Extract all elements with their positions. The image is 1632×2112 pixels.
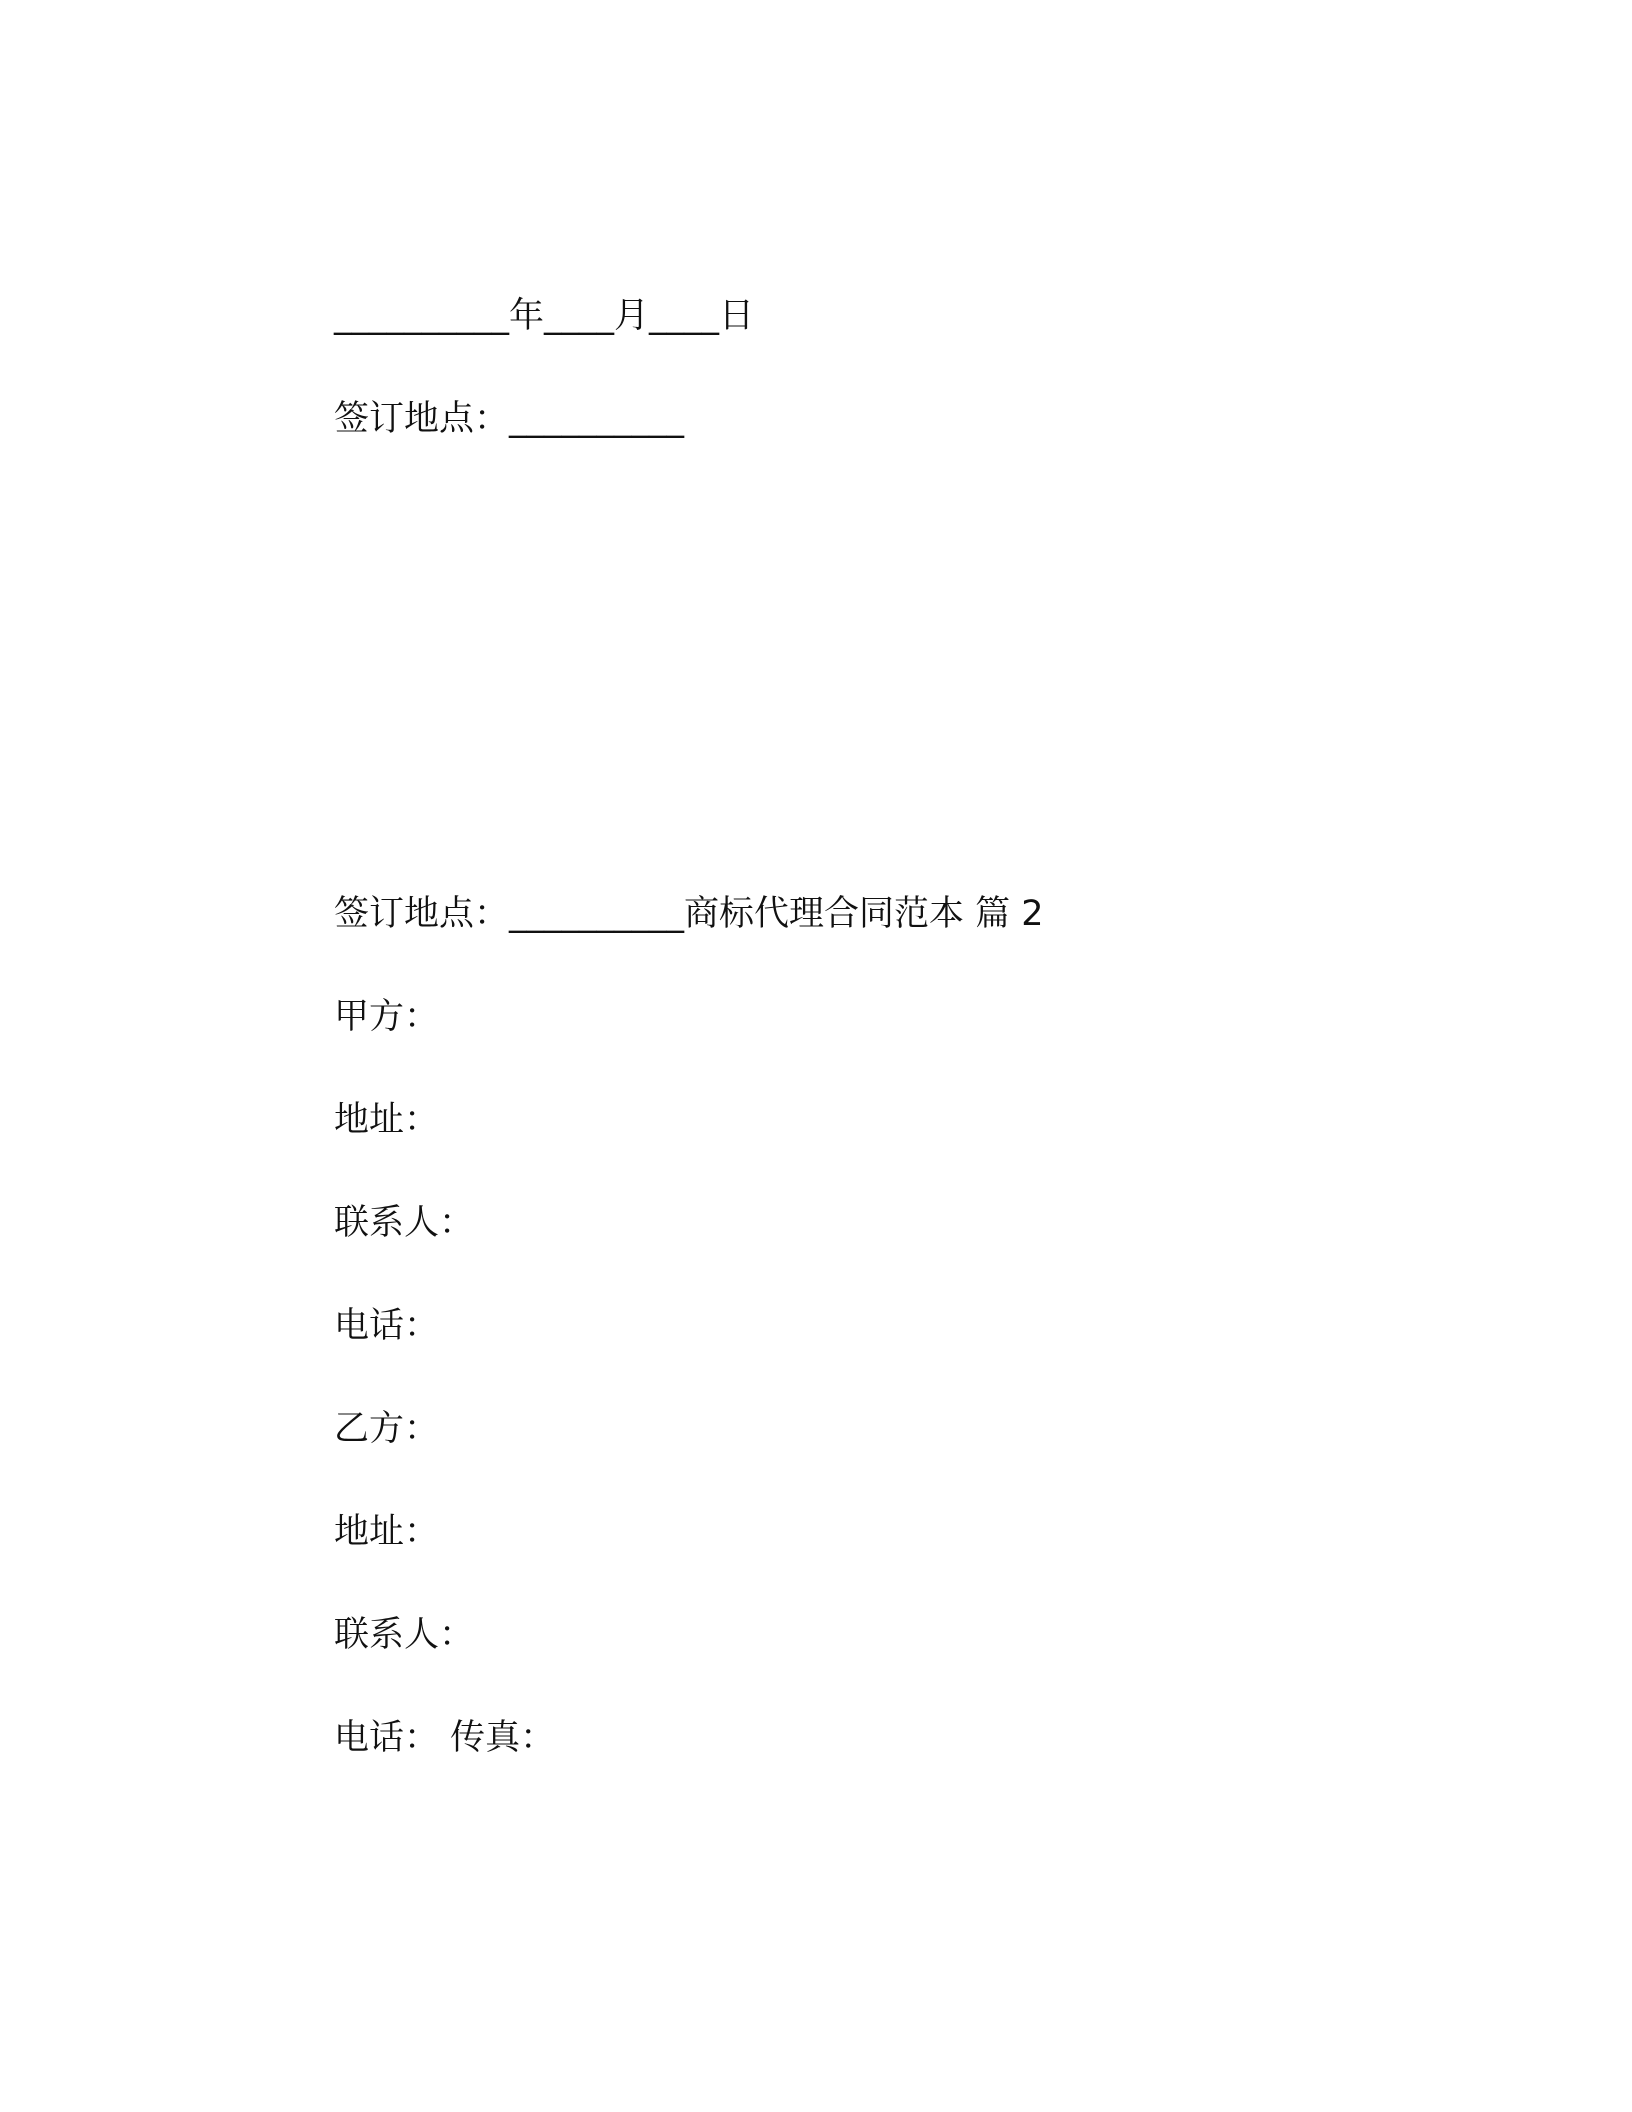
party-a-label: 甲方： (334, 997, 440, 1037)
signing-place-line: 签订地点：__________ (334, 399, 685, 439)
party-b-label: 乙方： (334, 1409, 440, 1449)
signing-date-line: __________年____月____日 (334, 296, 755, 336)
party-a-phone-label: 电话： (334, 1306, 440, 1346)
party-b-phone-fax-label: 电话： 传真： (334, 1718, 556, 1758)
party-b-contact-label: 联系人： (334, 1615, 475, 1655)
section-title-line: 签订地点：__________商标代理合同范本 篇 2 (334, 894, 1044, 934)
party-a-contact-label: 联系人： (334, 1203, 475, 1243)
party-a-address-label: 地址： (334, 1100, 440, 1140)
party-b-address-label: 地址： (334, 1512, 440, 1552)
